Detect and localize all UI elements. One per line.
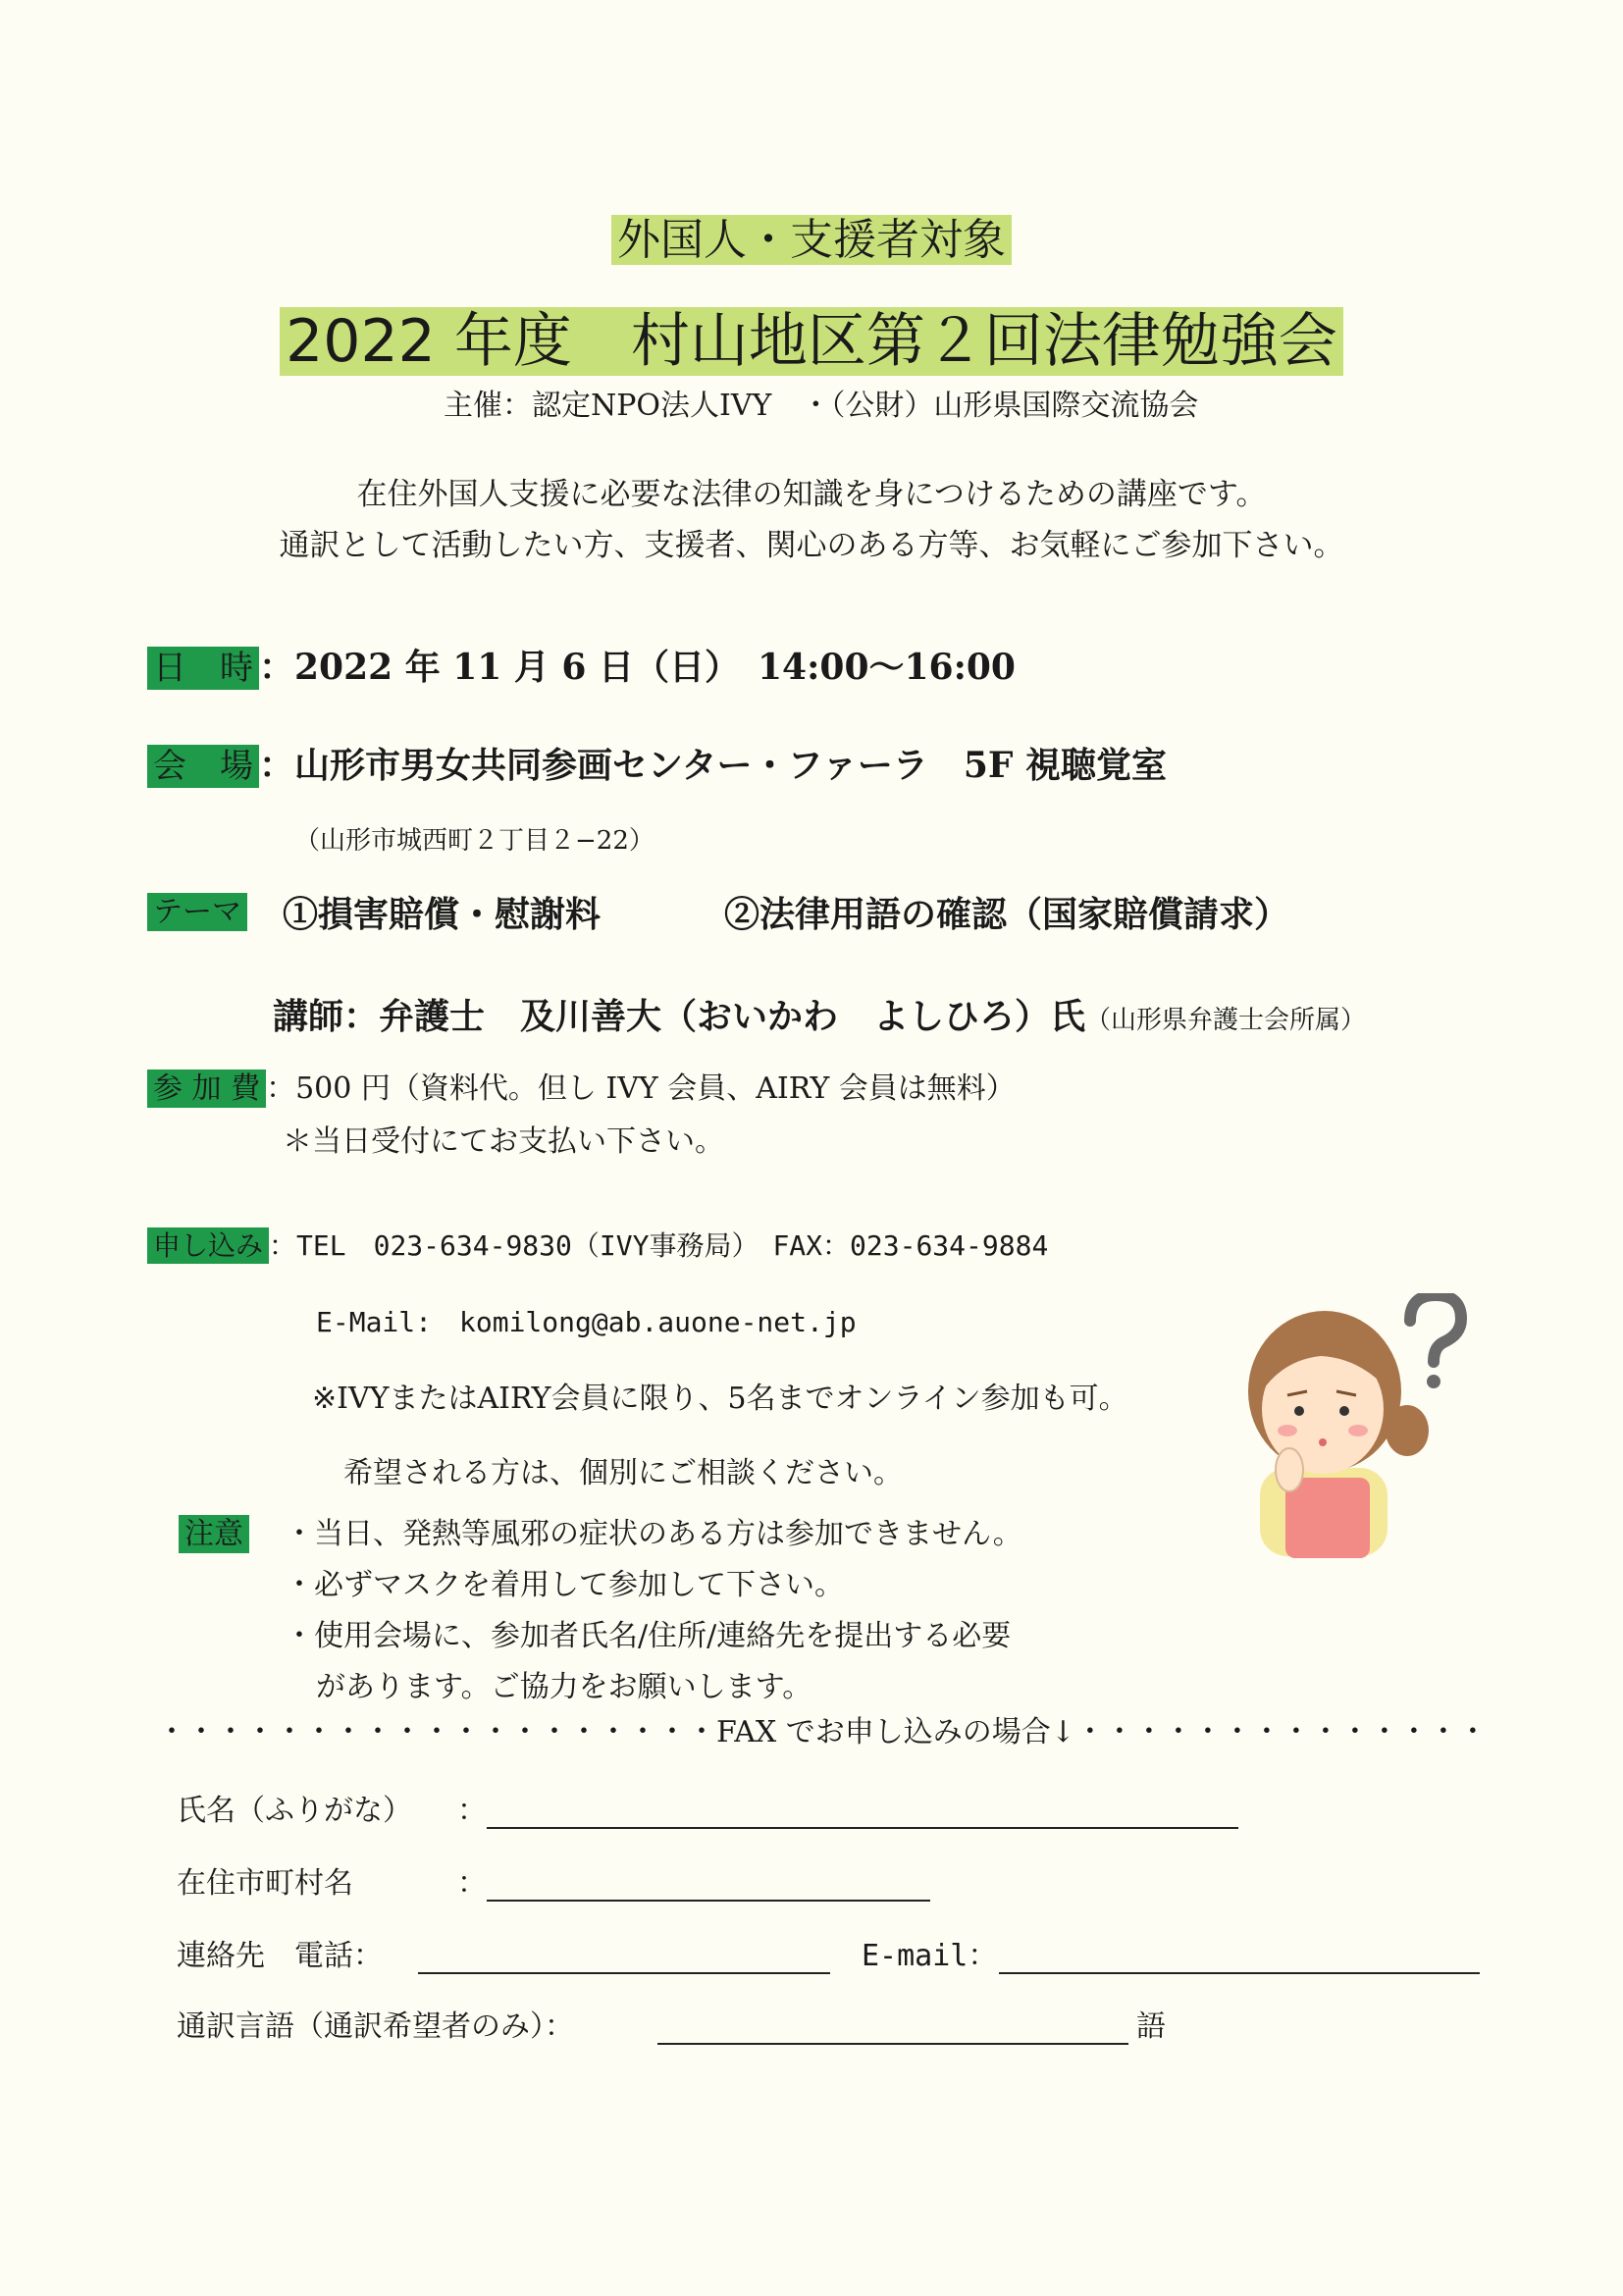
- date-value: ：2022 年 11 月 6 日（日） 14:00～16:00: [259, 647, 1016, 688]
- note-item-2: ・必ずマスクを着用して参加して下さい。: [285, 1568, 844, 1602]
- apply-consult: 希望される方は、個別にご相談ください。: [343, 1456, 903, 1490]
- intro-line-2: 通訳として活動したい方、支援者、関心のある方等、お気軽にご参加下さい。: [279, 528, 1344, 563]
- notes-row: [179, 1509, 249, 1552]
- venue-row: [147, 738, 1167, 788]
- apply-email: E-Mail: komilong@ab.auone-net.jp: [316, 1306, 857, 1338]
- apply-label: 申し込み: [147, 1227, 269, 1264]
- note-item-4: があります。ご協力をお願いします。: [316, 1670, 812, 1704]
- fee-value: ：500 円（資料代。但し IVY 会員、AIRY 会員は無料）: [266, 1071, 1016, 1106]
- event-audience: [0, 204, 1623, 267]
- form-name-colon: ：: [457, 1794, 487, 1828]
- apply-tel-fax: ：TEL 023-634-9830（IVY事務局） FAX：023-634-9884: [269, 1229, 1049, 1262]
- date-row: [147, 640, 1016, 690]
- form-city-line[interactable]: [487, 1900, 930, 1902]
- theme-item-1: ①損害賠償・慰謝料: [283, 894, 602, 935]
- apply-row: [147, 1225, 1048, 1264]
- form-lang-line[interactable]: [657, 2043, 1128, 2045]
- fee-note: ＊当日受付にてお支払い下さい。: [283, 1124, 724, 1159]
- form-name-label: 氏名（ふりがな）: [177, 1794, 412, 1828]
- venue-label: 会 場: [147, 745, 259, 788]
- form-phone-label: 連絡先 電話：: [177, 1939, 383, 1973]
- event-title-text: 2022 年度 村山地区第２回法律勉強会: [280, 307, 1343, 376]
- venue-value: ：山形市男女共同参画センター・ファーラ 5F 視聴覚室: [259, 745, 1167, 786]
- theme-item-2: ②法律用語の確認（国家賠償請求）: [724, 894, 1290, 935]
- form-lang-label: 通訳言語（通訳希望者のみ）：: [177, 2009, 574, 2044]
- fax-divider: ・・・・・・・・・・・・・・・・・・・FAX でお申し込みの場合↓・・・・・・・・・・・・・・: [157, 1715, 1488, 1749]
- theme-row: [147, 887, 247, 930]
- note-item-3: ・使用会場に、参加者氏名/住所/連絡先を提出する必要: [285, 1619, 1012, 1653]
- form-phone-line[interactable]: [418, 1972, 830, 1974]
- theme-label: テーマ: [147, 893, 247, 931]
- form-lang-suffix: 語: [1136, 2009, 1166, 2044]
- form-email-line[interactable]: [999, 1972, 1480, 1974]
- event-title: [0, 294, 1623, 379]
- lecturer-row: [273, 989, 1366, 1039]
- event-audience-text: 外国人・支援者対象: [611, 215, 1012, 265]
- venue-address: （山形市城西町２丁目２−22）: [294, 826, 654, 856]
- note-item-1: ・当日、発熱等風邪の症状のある方は参加できません。: [285, 1517, 1022, 1551]
- lecturer-main: 講師：弁護士 及川善大（おいかわ よしひろ）氏: [273, 996, 1086, 1037]
- organizer: 主催：認定NPO法人IVY ・（公財）山形県国際交流協会: [444, 389, 1199, 423]
- intro-line-1: 在住外国人支援に必要な法律の知識を身につけるための講座です。: [356, 477, 1267, 512]
- apply-online: ※IVYまたはAIRY会員に限り、5名までオンライン参加も可。: [312, 1382, 1128, 1416]
- thinking-girl-illustration: [1238, 1293, 1484, 1558]
- fee-row: [147, 1064, 1016, 1107]
- lecturer-affiliation: （山形県弁護士会所属）: [1085, 1006, 1367, 1035]
- form-name-line[interactable]: [487, 1827, 1238, 1829]
- form-city-colon: ：: [457, 1866, 487, 1901]
- form-email-label: E-mail：: [862, 1939, 998, 1973]
- fee-label: 参 加 費: [147, 1070, 266, 1108]
- date-label: 日 時: [147, 647, 259, 690]
- form-city-label: 在住市町村名: [177, 1866, 353, 1901]
- notes-label: 注意: [179, 1515, 249, 1553]
